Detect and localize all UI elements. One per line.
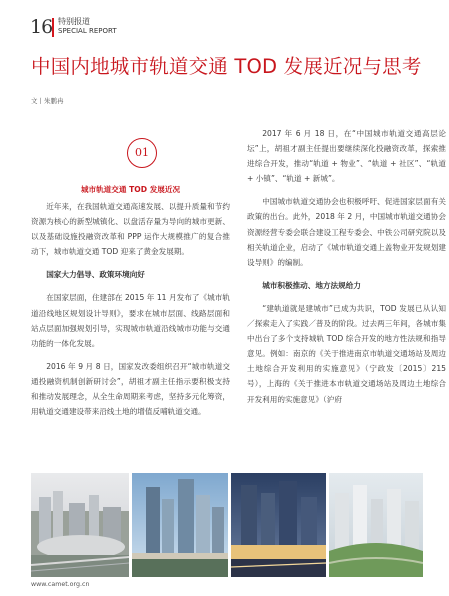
page-number: 16 [30,16,53,38]
photo-aerial-station-complex [31,473,129,577]
section-badge-area [31,138,230,182]
subheading: 国家大力倡导、政策环境向好 [46,270,145,280]
section-number-badge: 01 [127,138,157,168]
section-heading: 城市轨道交通 TOD 发展近况 [80,185,181,194]
article-title: 中国内地城市轨道交通 TOD 发展近况与思考 [31,55,422,78]
left-column [31,126,230,419]
footer-url[interactable]: www.camet.org.cn [31,581,90,588]
header-divider-bar [52,18,54,37]
paragraph: 2017 年 6 月 18 日，在“中国城市轨道交通高层论坛”上，胡祖才副主任提出要继续深化投融资改革，探索推进综合开发，推动“轨道 + 物业”、“轨道 + 社区”、“轨道 + 小镇”、“轨道 + 新城”。 [247,129,446,184]
paragraph: 在国家层面，住建部在 2015 年 11 月发布了《城市轨道沿线地区规划设计导则》，要求在城市层面、线路层面和站点层面加强规划引导，实现城市轨道沿线城市功能与交通功能的一体化发展。 [31,293,230,348]
paragraph: 2016 年 9 月 8 日，国家发改委组织召开“城市轨道交通投融资机制创新研讨会”，胡祖才副主任指示要积极支持和推动发展理念，从全生命周期来考虑，坚持多元化筹资，用轨道交通建设带来沿线土地的增值反哺轨道交通。 [31,361,230,417]
section-label-cn: 特别报道 [58,17,90,26]
photo-strip [31,473,423,577]
paragraph: 中国城市轨道交通协会也积极呼吁、促进国家层面有关政策的出台。此外，2018 年 2 月，中国城市轨道交通协会资源经营专委会联合建设工程专委会、中铁公司研究院以及相关轨道企业，启动了《城市轨道交通上盖物业开发规划建设导则》的编制。 [247,197,446,267]
photo-night-station [231,473,326,577]
photo-tower-cluster [132,473,228,577]
subheading: 城市积极推动、地方法规给力 [262,280,361,290]
paragraph: 近年来，在我国轨道交通高速发展、以提升质量和节约资源为核心的新型城镇化、以盘活存量为导向的城市更新、以及基础设施投融资改革和 PPP 运作大规模推广的复合推动下，城市轨道交通 TOD 迎来了黄金发展期。 [31,202,230,257]
photo-green-roof-development [329,473,423,577]
right-column [247,126,446,407]
article-author: 文丨朱鹏冉 [31,97,64,105]
section-label-en: SPECIAL REPORT [58,27,117,35]
paragraph: “建轨道就是建城市”已成为共识，TOD 发展已从认知／探索走入了实践／普及的阶段。过去两三年间，各城市集中出台了多个支持城轨 TOD 综合开发的地方性法规和指导意见。例如：南京的《关于推进南京市轨道交通场站及周边土地综合开发利用的实施意见》（宁政发〔2015〕215 号），上海的《关于推进本市轨道交通场站及周边土地综合开发利用的实施意见》（沪府 [247,303,446,404]
